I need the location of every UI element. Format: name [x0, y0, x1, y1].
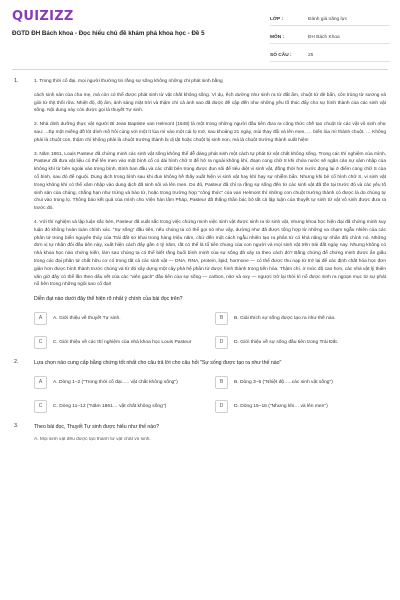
answer-option-d[interactable] [215, 397, 386, 415]
page-title: ĐGTD ĐH Bách khoa - Đọc hiểu chủ đề khám phá khoa học - Đề 5 [12, 30, 205, 37]
option-text: B. Giải thích sự sống được tạo ra như thế nào. [234, 315, 336, 321]
question-number: 1. [14, 78, 19, 84]
option-text: B. Dòng 3–5 ("Nhiệt độ…..các sinh vật sống") [234, 379, 333, 385]
passage-paragraph: 2. Nhà dinh dưỡng thực vật người Bỉ Jean Baptiste van Helmont (1648) là một trong những người đầu tiên đưa ra công thức chế tạo chuột từ các vật vô sinh như sau: ...Ép một miếng đồ lót dính mồ hôi cùng với một ít lúa mì vào một cái lọ mở, sau khoảng 21 ngày, mùi thay đổi và lên men, … biến lúa mì thành chuột. … Không phải là chuột con, thậm chí không phải là chuột trưởng thành bị dị tật hoặc chuột bị sinh non, mà là chuột trưởng thành xuất hiện! [34, 122, 386, 143]
option-letter-box: D [215, 400, 228, 413]
option-text: A. Giới thiệu về thuyết Tự sinh. [53, 315, 121, 321]
question-prompt: Lựa chọn nào cung cấp bằng chứng tốt nhất cho câu trả lời cho câu hỏi "Sự sống được tạo ra như thế nào" [34, 360, 282, 367]
question-number: 2. [14, 359, 19, 366]
question-body [34, 78, 386, 351]
option-text: A. Dòng 1–2 ("Trong thời cổ đại….. vật chất không sống") [53, 379, 178, 385]
question-body [34, 423, 386, 441]
option-letter-box: D [215, 336, 228, 349]
answer-options [34, 309, 386, 351]
question-3 [14, 423, 386, 441]
answer-options [34, 373, 386, 415]
page-header [0, 0, 400, 64]
answer-option-b[interactable] [215, 309, 386, 327]
option-letter-box: B [215, 312, 228, 325]
option-text: C. Dòng 11–12 ("Năm 1861… vật chất không sống") [53, 403, 167, 409]
option-text: D. Giới thiệu về sự sống đầu tiên trong Trái Đất. [234, 339, 339, 345]
header-divider [12, 69, 388, 70]
passage-paragraph: 4. Với thí nghiệm và lập luận sắc bén, Pasteur đã xuất sắc trong việc chứng minh việc sinh vật được sinh ra từ sinh vật, nhưng khoa học hiện đại đã chứng minh suy luận đó không hoàn toàn chính xác. “Sự sống” đầu tiên, nếu chúng ta có thể gọi nó như vậy, dường như đã được tổng hợp từ những va chạm ngẫu nhiên của các phân tử trong biển nguyên thủy của Trái đất sơ khai trong hàng triệu năm, chứ đến một cách ngẫu nhiên tạo ra phân tử có khả năng tự nhân đôi chính nó. Những đơn vị tự nhân đôi đầu tiên này, xuất hiện cách đây gần 4 tỷ năm, rất có thể là tổ tiên chung của con người và mọi sinh vật trên trái đất ngày nay. Nhưng không có nhà khoa học nào chứng kiến, làm sao chúng ta có thể biết rằng buổi bình minh của sự sống đã xảy ra theo cách đó? Bằng chứng để chứng minh được ẩn giấu trong các đại phân tử chất hữu cơ có trong tất cả các sinh vật — DNA, RNA, protein, lipid, hormone — có thể được thu nạp từ trở lại để xác định chất hóa học đơn giản hơn được hình thành trước chúng và từ đó xây dựng một cây phả hệ phân tử được hình thành trong tiến hóa. Thậm chí, ở mức độ cao hơn, các nhà vật lý thiên văn giờ đây có thể lần theo dấu vết của các “viên gạch” đầu tiên của sự sống — carbon, nitơ và oxy — ngược trở lại thời kì nổ được sinh ra ngoạn mục từ sự phát nổ bên trong những ngôi sao cổ đại! [34, 219, 386, 288]
question-number: 3. [14, 423, 19, 430]
answer-option-d[interactable] [215, 333, 386, 351]
answer-option-c[interactable] [34, 397, 205, 415]
question-list [14, 78, 386, 441]
question-2 [14, 359, 386, 415]
answer-option-c[interactable] [34, 333, 205, 351]
passage-paragraph: 1. Trong thời cổ đại, mọi người thường tin rằng sự sống không những chỉ phát sinh bằng [34, 79, 223, 84]
meta-row-subject [270, 31, 390, 44]
meta-value: 25 [308, 52, 314, 58]
option-letter-box: B [215, 376, 228, 389]
answer-option-a[interactable] [34, 309, 205, 327]
option-letter-box: A [34, 312, 47, 325]
option-letter-box: C [34, 400, 47, 413]
meta-value: Đánh giá năng lực [308, 16, 348, 22]
meta-value: ĐH Bách Khoa [308, 34, 340, 40]
question-body [34, 359, 386, 415]
meta-label: LỚP : [270, 16, 284, 22]
option-letter-box: A [34, 376, 47, 389]
answer-option-a[interactable] [34, 373, 205, 391]
passage-paragraph: 3. Năm 1861, Louis Pasteur đã chứng minh các sinh vật sống không thể dễ dàng phát sinh một cách tự phát từ vật chất không sống. Trong các thí nghiệm của mình, Pasteur đã đưa vật liệu có thể lên men vào một bình cổ có dài hình chữ S để hở ra ngoài không khí, đoạn cong chữ S khi chứa nước sẽ ngăn cản sự xâm nhập của không khí từ bên ngoài vào trong bình. Bình ban đầu và các chất bên trong được đun sôi để tiêu diệt vi sinh vật, đồng thời hơi nước đọng lại ở điểm cong chữ S của cổ bình, sau đó để nguội. Dung dịch trong bình sau khi đun không hề thấy xuất hiện vi sinh vật hay khí hay sự nhiễm bẩn. Nhưng khi bẻ cổ hình chữ S, vi sinh vật trong không khí có thể xâm nhập vào dung dịch đã sinh sôi và lên men. Do đó, Pasteur đã chỉ ra rằng sự sống đến từ các sinh vật đã tồn tại trước đó và các yếu tố sinh sản của chúng, chẳng hạn như trứng và bào tử, hoặc trong trường hợp “công thức” của van Helmont thì những con chuột trưởng thành có được là do chúng tự chui vào trong lọ. Thông báo kết quả của mình cho Viện hàn lâm Pháp, Pasteur đã thắng thân bác bỏ tất cả lập luận của thuyết tự sinh từ vật vô sinh được đưa ra trước đó. [34, 151, 386, 212]
question-1 [14, 78, 386, 351]
answer-option-b[interactable] [215, 373, 386, 391]
answer-option-a-partial: A. Mọi sinh vật đều được tạo thành từ vật chất vô sinh. [34, 437, 151, 442]
quizizz-logo: QUIZIZZ [12, 9, 74, 24]
meta-row-question-count [270, 49, 390, 62]
meta-label: MÔN : [270, 34, 285, 40]
option-text: D. Dòng 15–16 ("Nhưng khi… và lên men") [234, 403, 328, 409]
passage-paragraph: cách sinh sản của cha mẹ, mà còn có thể được phát sinh từ vật chất không sống. Ví dụ, ếch dường như sinh ra từ đất ẩm, chuột từ đẻ bẩn, côn trùng từ sương và giòi từ thịt thối rữa. Nhiệt độ, độ ẩm, ánh sáng mặt trời và thậm chí cả ánh sao đã được đề cập đến như những yếu tố thúc đẩy cho sự hình thành của các sinh vật sống. Nội dung này còn được gọi là thuyết Tự sinh. [34, 92, 386, 114]
option-letter-box: C [34, 336, 47, 349]
question-prompt: Diễn đạt nào dưới đây thể hiện rõ nhất ý chính của bài đọc trên? [34, 296, 183, 303]
meta-row-class [270, 13, 390, 26]
worksheet-meta [270, 13, 390, 67]
meta-label: SỐ CÂU : [270, 52, 292, 58]
question-prompt: Theo bài đọc, Thuyết Tự sinh được hiểu như thế nào? [34, 424, 159, 431]
option-text: C. Giới thiệu về các thí nghiệm của nhà khoa học Louis Pasteur [53, 339, 192, 345]
